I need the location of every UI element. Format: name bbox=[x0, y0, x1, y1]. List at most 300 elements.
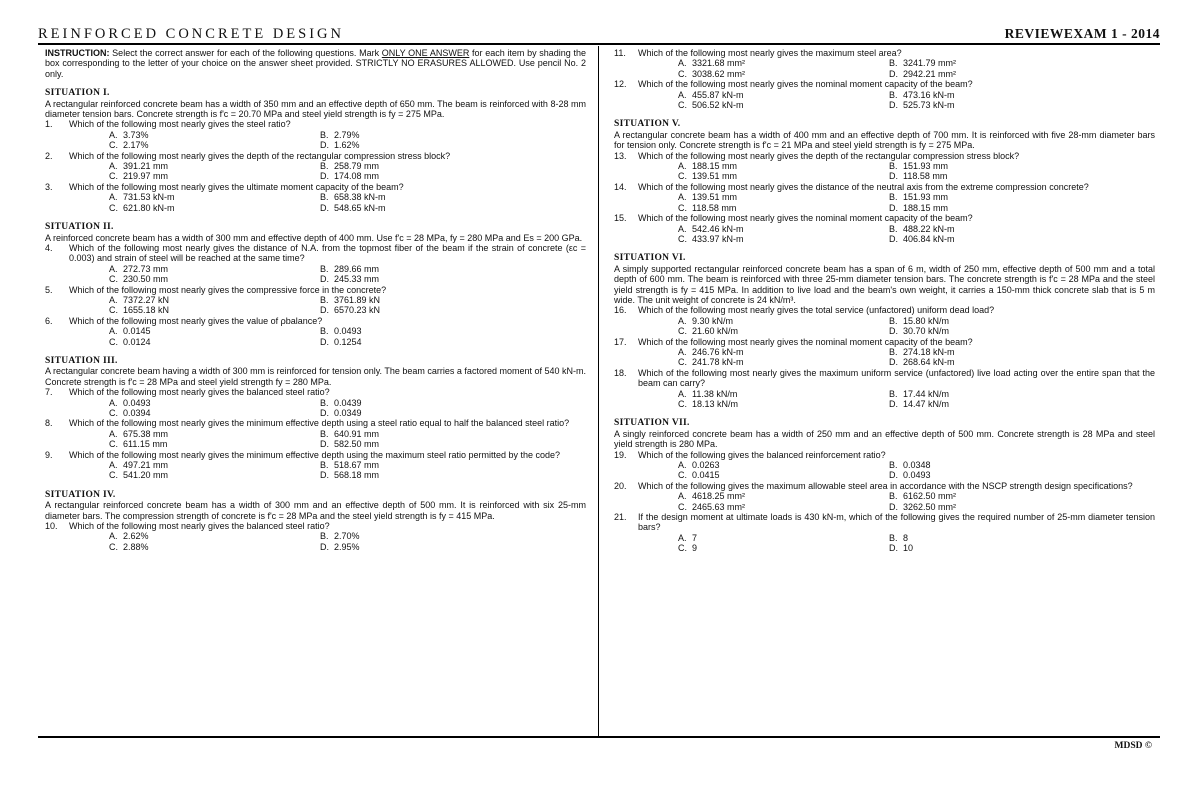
choices bbox=[45, 264, 586, 285]
choice-value-c: 241.78 kN-m bbox=[692, 357, 744, 368]
choice-spacer bbox=[618, 69, 678, 79]
choice-letter-d: D. bbox=[889, 543, 898, 554]
choice-letter-b: B. bbox=[320, 326, 329, 337]
question bbox=[45, 285, 586, 295]
choices bbox=[614, 192, 1155, 213]
choice-spacer bbox=[618, 58, 678, 68]
question-text: Which of the following most nearly gives the maximum uniform service (unfactored) live load acting over the entire span that the beam can carry? bbox=[638, 367, 1155, 389]
choice-spacer bbox=[618, 224, 678, 234]
choices bbox=[614, 58, 1155, 79]
choice-spacer bbox=[49, 542, 109, 552]
choice-value-d: 174.08 mm bbox=[334, 171, 380, 182]
question bbox=[614, 182, 1155, 192]
exam-label: REVIEWEXAM 1 - 2014 bbox=[1004, 26, 1160, 41]
choice-value-a: 139.51 mm bbox=[692, 192, 738, 203]
situation-block bbox=[45, 490, 586, 552]
choice-letter-d: D. bbox=[889, 470, 898, 481]
choice-value-c: 2465.63 mm² bbox=[692, 501, 746, 512]
choice-value-a: 0.0493 bbox=[123, 397, 151, 408]
choice-letter-a: A. bbox=[109, 161, 118, 172]
question-number: 8. bbox=[45, 418, 53, 429]
choice-value-a: 188.15 mm bbox=[692, 161, 738, 172]
choice-value-a: 246.76 kN-m bbox=[692, 346, 744, 357]
choice-letter-c: C. bbox=[109, 470, 118, 481]
choices bbox=[45, 192, 586, 213]
choice-value-a: 9.30 kN/m bbox=[692, 315, 734, 326]
choice-value-d: 30.70 kN/m bbox=[903, 326, 950, 337]
choices bbox=[45, 429, 586, 450]
choice-value-d: 0.1254 bbox=[334, 336, 362, 347]
choice-letter-d: D. bbox=[320, 171, 329, 182]
question bbox=[614, 305, 1155, 315]
choice-value-b: 6162.50 mm² bbox=[903, 491, 957, 502]
choices bbox=[614, 224, 1155, 245]
choice-letter-c: C. bbox=[109, 541, 118, 552]
choice-value-d: 548.65 kN-m bbox=[334, 202, 386, 213]
choice-value-c: 611.15 mm bbox=[123, 439, 168, 450]
choice-value-b: 3761.89 kN bbox=[334, 294, 381, 305]
situation-block bbox=[45, 88, 586, 213]
choice-value-d: 0.0349 bbox=[334, 408, 362, 418]
choice-letter-a: A. bbox=[109, 263, 118, 274]
question-text: Which of the following most nearly gives the maximum steel area? bbox=[638, 48, 902, 58]
situation-text: A rectangular reinforced concrete beam has a width of 300 mm and an effective depth of 500 mm. It is reinforced with six 25-mm diameter bars. The compression strength of concrete is f'c = 28 MPa and the steel yield strength is fy = 415 MPa. bbox=[45, 500, 586, 521]
choice-letter-d: D. bbox=[320, 470, 329, 481]
choice-letter-c: C. bbox=[678, 326, 687, 337]
choice-letter-b: B. bbox=[889, 161, 898, 172]
choice-letter-a: A. bbox=[678, 388, 687, 399]
question-number: 16. bbox=[614, 305, 627, 316]
choice-value-b: 2.70% bbox=[334, 531, 360, 542]
choice-value-b: 15.80 kN/m bbox=[903, 315, 950, 326]
choices bbox=[614, 90, 1155, 111]
choice-letter-c: C. bbox=[678, 233, 687, 244]
question-text: Which of the following most nearly gives the compressive force in the concrete? bbox=[69, 284, 387, 295]
choice-letter-b: B. bbox=[320, 428, 329, 439]
choice-spacer bbox=[49, 460, 109, 470]
choice-letter-b: B. bbox=[320, 192, 329, 203]
choice-letter-b: B. bbox=[889, 460, 898, 471]
choice-value-a: 3.73% bbox=[123, 129, 149, 140]
choice-letter-a: A. bbox=[109, 326, 118, 337]
question-text: Which of the following most nearly gives the depth of the rectangular compression stress block? bbox=[69, 150, 451, 161]
choice-spacer bbox=[618, 90, 678, 100]
question bbox=[45, 243, 586, 264]
choice-letter-c: C. bbox=[678, 100, 687, 111]
choice-letter-b: B. bbox=[889, 388, 898, 399]
choice-value-d: 268.64 kN-m bbox=[903, 357, 955, 368]
choice-spacer bbox=[49, 192, 109, 202]
choice-value-d: 406.84 kN-m bbox=[903, 233, 955, 244]
choice-letter-a: A. bbox=[109, 192, 118, 203]
choice-spacer bbox=[618, 100, 678, 110]
choice-letter-b: B. bbox=[889, 58, 898, 69]
choice-value-a: 731.53 kN-m bbox=[123, 192, 175, 203]
choice-value-d: 0.0493 bbox=[903, 470, 931, 481]
choice-letter-d: D. bbox=[320, 439, 329, 450]
choice-letter-c: C. bbox=[109, 140, 118, 151]
choice-spacer bbox=[618, 502, 678, 512]
choice-letter-b: B. bbox=[889, 532, 898, 543]
situation-title: SITUATION VII. bbox=[614, 418, 690, 429]
bottom-rule bbox=[38, 736, 1160, 738]
choice-letter-b: B. bbox=[320, 531, 329, 542]
choice-letter-d: D. bbox=[889, 357, 898, 368]
question bbox=[45, 119, 586, 129]
choice-value-b: 3241.79 mm² bbox=[903, 58, 957, 69]
choice-value-b: 2.79% bbox=[334, 129, 360, 140]
choice-letter-d: D. bbox=[320, 274, 329, 285]
question-number: 19. bbox=[614, 449, 627, 460]
choice-letter-c: C. bbox=[678, 171, 687, 182]
choice-value-c: 139.51 mm bbox=[692, 171, 738, 182]
choices bbox=[614, 389, 1155, 410]
choice-letter-a: A. bbox=[678, 161, 687, 172]
left-situations bbox=[45, 88, 586, 552]
question bbox=[45, 316, 586, 326]
choice-letter-d: D. bbox=[320, 202, 329, 213]
question-number: 1. bbox=[45, 119, 53, 130]
choice-spacer bbox=[618, 389, 678, 399]
choice-value-c: 2.17% bbox=[123, 140, 149, 151]
choice-letter-c: C. bbox=[109, 336, 118, 347]
choice-value-a: 4618.25 mm² bbox=[692, 491, 746, 502]
situation-text: A singly reinforced concrete beam has a width of 250 mm and an effective depth of 500 mm. Concrete strength is 28 MPa and steel yield strength is 280 MPa. bbox=[614, 428, 1155, 450]
choice-spacer bbox=[618, 357, 678, 367]
choice-letter-d: D. bbox=[320, 140, 329, 151]
choice-value-d: 582.50 mm bbox=[334, 439, 380, 450]
question-text: Which of the following most nearly gives the distance of N.A. from the topmost fiber of the beam if the strain of concrete (εc = 0.003) and strain of steel will be reached at the same time? bbox=[69, 242, 586, 264]
choices bbox=[614, 347, 1155, 368]
choice-letter-a: A. bbox=[109, 294, 118, 305]
choice-value-d: 188.15 mm bbox=[903, 202, 949, 213]
choice-letter-c: C. bbox=[109, 274, 118, 285]
choice-spacer bbox=[618, 234, 678, 244]
question-number: 18. bbox=[614, 367, 627, 378]
choice-value-a: 3321.68 mm² bbox=[692, 58, 746, 69]
choice-letter-d: D. bbox=[889, 501, 898, 512]
choice-spacer bbox=[49, 295, 109, 305]
choice-value-b: 8 bbox=[903, 532, 909, 543]
choice-letter-c: C. bbox=[678, 68, 687, 79]
top-rule bbox=[38, 43, 1160, 45]
choices bbox=[614, 533, 1155, 554]
situation-title: SITUATION II. bbox=[45, 222, 114, 233]
choice-value-a: 11.38 kN/m bbox=[692, 388, 738, 399]
choice-value-d: 10 bbox=[903, 543, 914, 554]
question-text: Which of the following most nearly gives the ultimate moment capacity of the beam? bbox=[69, 181, 404, 192]
question bbox=[614, 151, 1155, 161]
choice-value-a: 0.0145 bbox=[123, 326, 151, 337]
choice-spacer bbox=[618, 203, 678, 213]
choice-spacer bbox=[618, 399, 678, 409]
situation-title: SITUATION VI. bbox=[614, 253, 686, 264]
choice-value-d: 14.47 kN/m bbox=[903, 399, 950, 409]
choice-letter-b: B. bbox=[320, 397, 329, 408]
choice-value-a: 2.62% bbox=[123, 531, 149, 542]
choice-letter-a: A. bbox=[678, 89, 687, 100]
choice-spacer bbox=[49, 161, 109, 171]
choice-letter-a: A. bbox=[678, 491, 687, 502]
choice-letter-a: A. bbox=[109, 531, 118, 542]
instruction bbox=[45, 48, 586, 79]
choice-letter-d: D. bbox=[889, 68, 898, 79]
choice-value-a: 497.21 mm bbox=[123, 460, 169, 471]
question bbox=[45, 418, 586, 428]
choice-letter-a: A. bbox=[678, 192, 687, 203]
choice-spacer bbox=[49, 531, 109, 541]
choice-value-d: 2.95% bbox=[334, 541, 360, 552]
question-text: Which of the following most nearly gives the minimum effective depth using the maximum steel ratio permitted by the code? bbox=[69, 449, 561, 460]
question-text: Which of the following most nearly gives the minimum effective depth using a steel ratio equal to half the balanced steel ratio? bbox=[69, 418, 570, 429]
choice-value-b: 0.0348 bbox=[903, 460, 931, 471]
choice-spacer bbox=[618, 347, 678, 357]
choice-letter-c: C. bbox=[109, 202, 118, 213]
choice-spacer bbox=[49, 429, 109, 439]
question-number: 2. bbox=[45, 150, 53, 161]
choice-spacer bbox=[618, 161, 678, 171]
question-number: 10. bbox=[45, 521, 58, 532]
situation-text: A rectangular reinforced concrete beam has a width of 350 mm and an effective depth of 650 mm. The beam is reinforced with 8-28 mm diameter tension bars. Concrete strength is f'c = 20.70 MPa and steel yield strength is fy = 275 MPa. bbox=[45, 98, 586, 120]
question-text: Which of the following most nearly gives the steel ratio? bbox=[69, 119, 291, 130]
question-number: 4. bbox=[45, 242, 53, 253]
choice-letter-a: A. bbox=[109, 428, 118, 439]
choice-spacer bbox=[618, 316, 678, 326]
choice-letter-b: B. bbox=[320, 294, 329, 305]
choice-value-b: 289.66 mm bbox=[334, 263, 380, 274]
choice-value-b: 640.91 mm bbox=[334, 428, 380, 439]
question-text: Which of the following most nearly gives the nominal moment capacity of the beam? bbox=[638, 79, 973, 90]
question bbox=[614, 48, 1155, 58]
question bbox=[45, 521, 586, 531]
choice-value-b: 151.93 mm bbox=[903, 192, 949, 203]
choice-spacer bbox=[618, 543, 678, 553]
choice-letter-b: B. bbox=[889, 315, 898, 326]
question-number: 7. bbox=[45, 387, 53, 398]
choice-letter-c: C. bbox=[109, 439, 118, 450]
choice-value-d: 568.18 mm bbox=[334, 470, 380, 481]
choices bbox=[614, 161, 1155, 182]
choice-letter-a: A. bbox=[678, 460, 687, 471]
choice-letter-c: C. bbox=[109, 408, 118, 418]
choice-letter-b: B. bbox=[889, 223, 898, 234]
choice-letter-d: D. bbox=[889, 326, 898, 337]
choice-value-b: 274.18 kN-m bbox=[903, 346, 955, 357]
choice-spacer bbox=[49, 337, 109, 347]
choice-spacer bbox=[49, 264, 109, 274]
choice-value-a: 272.73 mm bbox=[123, 263, 169, 274]
choice-value-b: 658.38 kN-m bbox=[334, 192, 386, 203]
choice-value-a: 542.46 kN-m bbox=[692, 223, 744, 234]
choice-value-c: 621.80 kN-m bbox=[123, 202, 175, 213]
question-number: 21. bbox=[614, 512, 627, 523]
choice-letter-d: D. bbox=[320, 541, 329, 552]
choice-spacer bbox=[618, 533, 678, 543]
question bbox=[45, 182, 586, 192]
choice-spacer bbox=[49, 274, 109, 284]
question bbox=[614, 213, 1155, 223]
choice-letter-c: C. bbox=[678, 357, 687, 368]
choice-value-d: 2942.21 mm² bbox=[903, 68, 957, 79]
situation-block bbox=[614, 253, 1155, 409]
choice-letter-c: C. bbox=[678, 470, 687, 481]
choices bbox=[614, 491, 1155, 512]
choice-value-d: 1.62% bbox=[334, 140, 360, 151]
question bbox=[45, 387, 586, 397]
choice-letter-b: B. bbox=[889, 346, 898, 357]
choice-letter-a: A. bbox=[678, 532, 687, 543]
question-number: 11. bbox=[614, 48, 626, 58]
choice-value-b: 0.0493 bbox=[334, 326, 362, 337]
question-text: Which of the following most nearly gives the balanced steel ratio? bbox=[69, 521, 330, 532]
question-text: Which of the following most nearly gives the distance of the neutral axis from the extreme compression concrete? bbox=[638, 181, 1089, 192]
situation-block bbox=[45, 356, 586, 481]
choice-letter-b: B. bbox=[889, 192, 898, 203]
choice-letter-c: C. bbox=[678, 501, 687, 512]
choice-spacer bbox=[49, 408, 109, 418]
choice-spacer bbox=[618, 192, 678, 202]
instruction-text-2: for each item by shading the box corresponding to the letter of your choice on the answer sheet provided. STRICTLY NO ERASURES ALLOWED. Use pencil No. 2 only. bbox=[45, 48, 586, 79]
choice-letter-d: D. bbox=[320, 305, 329, 316]
choice-value-c: 0.0124 bbox=[123, 336, 151, 347]
question bbox=[614, 368, 1155, 389]
choices bbox=[614, 316, 1155, 337]
choice-value-c: 3038.62 mm² bbox=[692, 68, 746, 79]
choice-letter-a: A. bbox=[109, 129, 118, 140]
choice-value-c: 506.52 kN-m bbox=[692, 100, 744, 111]
question-number: 12. bbox=[614, 79, 627, 90]
right-situations bbox=[614, 48, 1155, 554]
choice-letter-d: D. bbox=[889, 399, 898, 409]
choice-spacer bbox=[49, 470, 109, 480]
question bbox=[614, 512, 1155, 533]
situation-text: A rectangular concrete beam has a width of 400 mm and an effective depth of 700 mm. It is reinforced with five 28-mm diameter bars for tension only. Concrete strength is f'c = 21 MPa and steel yield strength is fy = 275 MPa. bbox=[614, 129, 1155, 151]
question bbox=[614, 79, 1155, 89]
choice-letter-c: C. bbox=[109, 171, 118, 182]
choice-letter-a: A. bbox=[678, 223, 687, 234]
choice-value-c: 541.20 mm bbox=[123, 470, 169, 481]
question-number: 14. bbox=[614, 181, 627, 192]
question-number: 15. bbox=[614, 213, 627, 224]
choice-letter-c: C. bbox=[678, 399, 687, 409]
question-number: 20. bbox=[614, 480, 627, 491]
question-text: Which of the following most nearly gives the value of ρbalance? bbox=[69, 315, 323, 326]
instruction-emphasis: ONLY ONE ANSWER bbox=[381, 48, 470, 58]
choices bbox=[45, 398, 586, 419]
choice-value-d: 525.73 kN-m bbox=[903, 100, 955, 111]
choice-letter-c: C. bbox=[678, 202, 687, 213]
choices bbox=[45, 161, 586, 182]
situation-text: A reinforced concrete beam has a width of 300 mm and effective depth of 400 mm. Use f'c = 28 MPa, fy = 280 MPa and Es = 200 GPa. bbox=[45, 232, 583, 243]
situation-title: SITUATION I. bbox=[45, 88, 110, 99]
choice-value-c: 230.50 mm bbox=[123, 274, 169, 285]
choices bbox=[614, 460, 1155, 481]
question-text: Which of the following most nearly gives the nominal moment capacity of the beam? bbox=[638, 336, 973, 347]
choice-letter-a: A. bbox=[678, 346, 687, 357]
choice-value-a: 7 bbox=[692, 532, 698, 543]
situation-title: SITUATION IV. bbox=[45, 489, 116, 500]
situation-block bbox=[614, 119, 1155, 244]
question bbox=[614, 481, 1155, 491]
choice-value-c: 118.58 mm bbox=[692, 202, 737, 213]
choice-spacer bbox=[49, 130, 109, 140]
choice-letter-c: C. bbox=[678, 543, 687, 554]
choice-letter-a: A. bbox=[678, 315, 687, 326]
choice-value-b: 151.93 mm bbox=[903, 161, 949, 172]
choice-spacer bbox=[49, 305, 109, 315]
question-number: 9. bbox=[45, 449, 53, 460]
footer-mark: MDSD © bbox=[1114, 741, 1152, 751]
question-text: Which of the following most nearly gives the balanced steel ratio? bbox=[69, 387, 330, 398]
choice-value-b: 17.44 kN/m bbox=[903, 388, 950, 399]
question-number: 13. bbox=[614, 150, 627, 161]
choices bbox=[45, 295, 586, 316]
choice-letter-d: D. bbox=[889, 233, 898, 244]
choice-value-c: 219.97 mm bbox=[123, 171, 169, 182]
choice-letter-d: D. bbox=[320, 336, 329, 347]
choice-value-d: 3262.50 mm² bbox=[903, 501, 957, 512]
instruction-label: INSTRUCTION: bbox=[45, 48, 110, 58]
choice-letter-a: A. bbox=[109, 397, 118, 408]
choice-spacer bbox=[49, 398, 109, 408]
choice-letter-a: A. bbox=[109, 460, 118, 471]
situation-text: A simply supported rectangular reinforced concrete beam has a span of 6 m, width of 250 mm, effective depth of 500 mm and a total depth of 600 mm. The beam is reinforced with three 25-mm diameter tension bars. The concrete strength is f'c = 28 MPa and the steel yield strength is fy = 415 MPa. In addition to live load and the beam's own weight, it carries a 150-mm thick concrete slab that is 5 m wide. The unit weight of concrete is 24 kN/m³. bbox=[614, 263, 1155, 305]
column-divider bbox=[598, 46, 599, 736]
choice-spacer bbox=[618, 171, 678, 181]
question-number: 6. bbox=[45, 315, 53, 326]
choice-value-a: 455.87 kN-m bbox=[692, 89, 744, 100]
choice-value-b: 258.79 mm bbox=[334, 161, 380, 172]
choice-value-a: 7372.27 kN bbox=[123, 294, 170, 305]
question-text: Which of the following most nearly gives the nominal moment capacity of the beam? bbox=[638, 213, 973, 224]
choice-spacer bbox=[618, 470, 678, 480]
question-number: 3. bbox=[45, 181, 53, 192]
choice-spacer bbox=[49, 439, 109, 449]
choice-letter-d: D. bbox=[889, 171, 898, 182]
question-text: Which of the following gives the balanced reinforcement ratio? bbox=[638, 449, 886, 460]
choice-letter-d: D. bbox=[889, 100, 898, 111]
choices bbox=[45, 531, 586, 552]
choice-letter-b: B. bbox=[320, 129, 329, 140]
question-text: Which of the following gives the maximum allowable steel area in accordance with the NSCP strength design specifications? bbox=[638, 480, 1133, 491]
situation-block bbox=[45, 222, 586, 347]
choice-value-a: 0.0263 bbox=[692, 460, 720, 471]
choice-value-a: 675.38 mm bbox=[123, 428, 169, 439]
question-text: Which of the following most nearly gives the total service (unfactored) uniform dead load? bbox=[638, 305, 995, 316]
choice-spacer bbox=[49, 140, 109, 150]
situation-block bbox=[614, 48, 1155, 110]
situation-block bbox=[614, 418, 1155, 553]
situation-title: SITUATION III. bbox=[45, 355, 118, 366]
choice-letter-b: B. bbox=[320, 161, 329, 172]
question bbox=[45, 450, 586, 460]
choice-letter-b: B. bbox=[889, 89, 898, 100]
choice-letter-a: A. bbox=[678, 58, 687, 69]
choice-letter-d: D. bbox=[320, 408, 329, 418]
choice-value-d: 118.58 mm bbox=[903, 171, 948, 182]
question bbox=[614, 337, 1155, 347]
choice-letter-d: D. bbox=[889, 202, 898, 213]
question-number: 5. bbox=[45, 284, 53, 295]
choice-spacer bbox=[618, 491, 678, 501]
instruction-text-1: Select the correct answer for each of the following questions. Mark bbox=[109, 48, 382, 58]
choice-letter-b: B. bbox=[320, 460, 329, 471]
question-text: Which of the following most nearly gives the depth of the rectangular compression stress block? bbox=[638, 150, 1020, 161]
choice-letter-c: C. bbox=[109, 305, 118, 316]
choice-value-c: 433.97 kN-m bbox=[692, 233, 744, 244]
choice-value-d: 245.33 mm bbox=[334, 274, 380, 285]
choice-value-b: 488.22 kN-m bbox=[903, 223, 955, 234]
